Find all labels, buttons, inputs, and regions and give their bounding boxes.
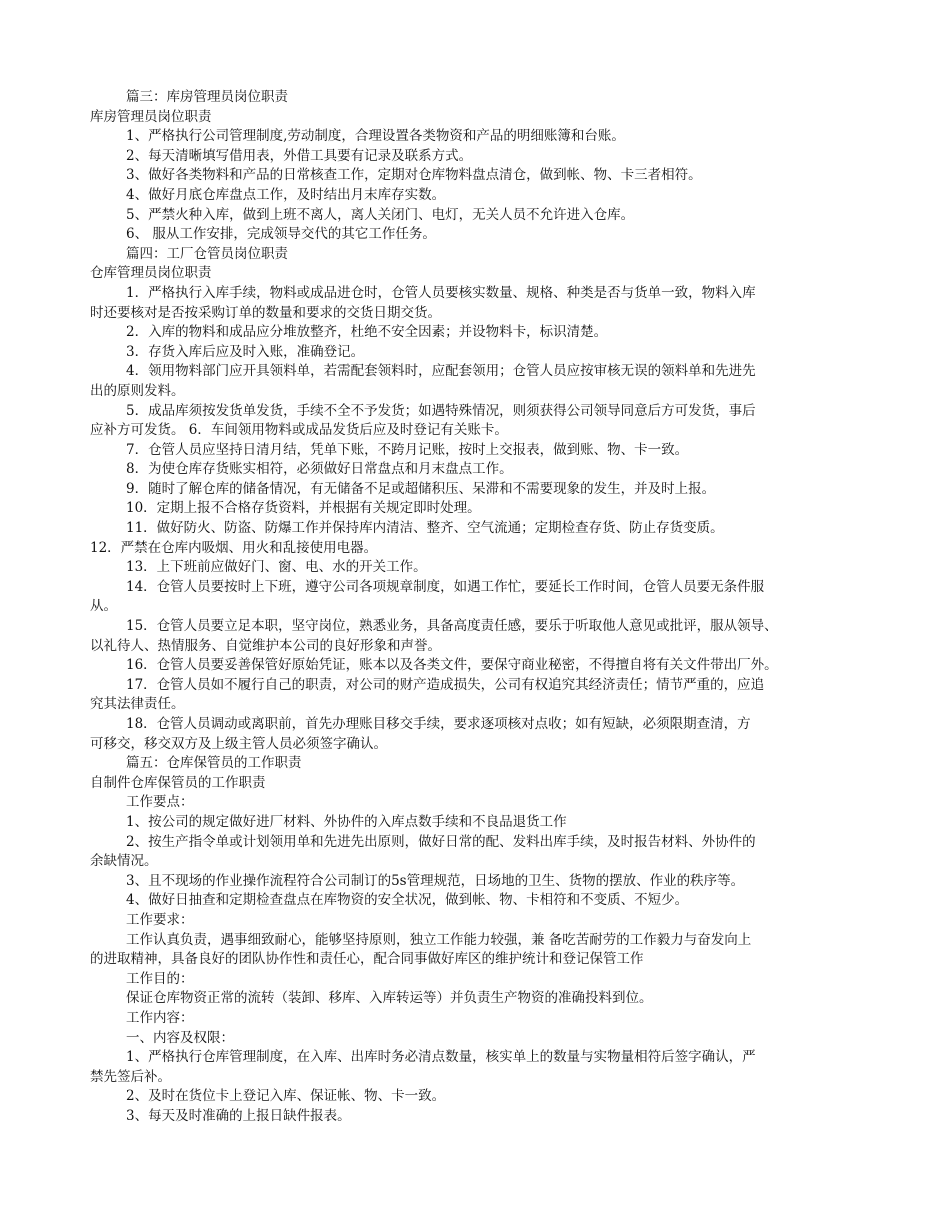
list-item-continuation: 可移交，移交双方及上级主管人员必须签字确认。 <box>90 735 387 752</box>
subheading: 自制件仓库保管员的工作职责 <box>90 774 266 791</box>
section-heading: 篇三：库房管理员岗位职责 <box>126 89 288 105</box>
subheading: 仓库管理员岗位职责 <box>90 265 212 282</box>
list-item: 15．仓管人员要立足本职，坚守岗位，熟悉业务，具备高度责任感，要乐于听取他人意见或批评，服从领导、 <box>126 618 778 635</box>
list-item: 11．做好防火、防盗、防爆工作并保持库内清洁、整齐、空气流通；定期检查存货、防止存货变质。 <box>126 520 724 537</box>
list-item: 3、做好各类物料和产品的日常核查工作，定期对仓库物料盘点清仓，做到帐、物、卡三者相符。 <box>126 167 702 184</box>
list-item: 3、每天及时准确的上报日缺件报表。 <box>126 1107 351 1124</box>
list-item: 7．仓管人员应坚持日清月结，凭单下账，不跨月记账，按时上交报表，做到账、物、卡一致。 <box>126 441 689 458</box>
document-page <box>0 88 950 1126</box>
list-item: 13．上下班前应做好门、窗、电、水的开关工作。 <box>126 559 427 576</box>
list-item-continuation: 禁先签后补。 <box>90 1068 171 1085</box>
subsection-heading: 一、内容及权限： <box>126 1029 234 1046</box>
list-item-continuation: 时还要核对是否按采购订单的数量和要求的交货日期交货。 <box>90 304 441 321</box>
list-item: 16．仓管人员要妥善保管好原始凭证，账本以及各类文件，要保守商业秘密，不得擅自将有关文件带出厂外。 <box>126 657 778 674</box>
paragraph: 保证仓库物资正常的流转（装卸、移库、入库转运等）并负责生产物资的准确投料到位。 <box>126 990 653 1007</box>
paragraph-label: 工作要点： <box>126 794 194 811</box>
list-item-continuation: 究其法律责任。 <box>90 696 185 713</box>
list-item: 6、 服从工作安排，完成领导交代的其它工作任务。 <box>126 226 436 243</box>
list-item: 1、严格执行公司管理制度,劳动制度，合理设置各类物资和产品的明细账簿和台账。 <box>126 128 625 145</box>
list-item: 4、做好日抽查和定期检查盘点在库物资的安全状况，做到帐、物、卡相符和不变质、不短少。 <box>126 892 689 909</box>
list-item: 2、按生产指令单或计划领用单和先进先出原则，做好日常的配、发料出库手续，及时报告材料、外协件的 <box>126 833 756 850</box>
list-item: 17．仓管人员如不履行自己的职责，对公司的财产造成损失，公司有权追究其经济责任；情节严重的，应追 <box>126 676 765 693</box>
list-item: 2、每天清晰填写借用表，外借工具要有记录及联系方式。 <box>126 147 473 164</box>
list-item: 9．随时了解仓库的储备情况，有无储备不足或超储积压、呆滞和不需要现象的发生，并及时上报。 <box>126 480 716 497</box>
list-item: 2．入库的物料和成品应分堆放整齐，杜绝不安全因素；并设物料卡，标识清楚。 <box>126 324 608 341</box>
subheading: 库房管理员岗位职责 <box>90 108 212 125</box>
list-item-continuation: 应补方可发货。 6．车间领用物料或成品发货后应及时登记有关账卡。 <box>90 422 508 439</box>
paragraph: 工作认真负责，遇事细致耐心，能够坚持原则，独立工作能力较强，兼 备吃苦耐劳的工作毅力与奋发向上 <box>126 931 752 948</box>
list-item: 5、严禁火种入库，做到上班不离人，离人关闭门、电灯，无关人员不允许进入仓库。 <box>126 206 635 223</box>
paragraph-continuation: 的进取精神，具备良好的团队协作性和责任心，配合同事做好库区的维护统计和登记保管工作 <box>90 951 644 968</box>
list-item: 18．仓管人员调动或离职前，首先办理账目移交手续，要求逐项核对点收；如有短缺，必须限期查清，方 <box>126 716 751 732</box>
list-item-continuation: 余缺情况。 <box>90 853 158 870</box>
list-item-continuation: 出的原则发料。 <box>90 382 185 399</box>
list-item: 12．严禁在仓库内吸烟、用火和乱接使用电器。 <box>90 539 378 556</box>
list-item: 1．严格执行入库手续，物料或成品进仓时，仓管人员要核实数量、规格、种类是否与货单一致，物料入库 <box>126 284 756 301</box>
list-item-continuation: 从。 <box>90 598 117 615</box>
list-item: 4．领用物料部门应开具领料单，若需配套领料时，应配套领用；仓管人员应按审核无误的领料单和先进先 <box>126 363 756 380</box>
list-item: 3．存货入库后应及时入账，准确登记。 <box>126 343 365 360</box>
list-item: 3、且不现场的作业操作流程符合公司制订的5s管理规范，日场地的卫生、货物的摆放、作业的秩序等。 <box>126 872 745 889</box>
paragraph-label: 工作要求： <box>126 911 194 928</box>
section-heading: 篇五：仓库保管员的工作职责 <box>126 755 302 772</box>
list-item: 14．仓管人员要按时上下班，遵守公司各项规章制度，如遇工作忙，要延长工作时间，仓管人员要无条件服 <box>126 578 765 595</box>
list-item-continuation: 以礼待人、热情服务、自觉维护本公司的良好形象和声誉。 <box>90 637 441 654</box>
list-item: 1、严格执行仓库管理制度，在入库、出库时务必清点数量，核实单上的数量与实物量相符后签字确认，严 <box>126 1049 756 1066</box>
paragraph-label: 工作目的： <box>126 970 194 987</box>
section-heading: 篇四：工厂仓管员岗位职责 <box>126 245 288 262</box>
list-item: 1、按公司的规定做好进厂材料、外协件的入库点数手续和不良品退货工作 <box>126 813 567 830</box>
list-item: 8．为使仓库存货账实相符，必须做好日常盘点和月末盘点工作。 <box>126 461 513 478</box>
list-item: 4、做好月底仓库盘点工作，及时结出月末库存实数。 <box>126 186 446 203</box>
list-item: 10．定期上报不合格存货资料，并根据有关规定即时处理。 <box>126 500 481 517</box>
list-item: 5．成品库须按发货单发货，手续不全不予发货；如遇特殊情况，则须获得公司领导同意后方可发货，事后 <box>126 402 756 419</box>
paragraph-label: 工作内容： <box>126 1009 194 1026</box>
list-item: 2、及时在货位卡上登记入库、保证帐、物、卡一致。 <box>126 1088 446 1105</box>
